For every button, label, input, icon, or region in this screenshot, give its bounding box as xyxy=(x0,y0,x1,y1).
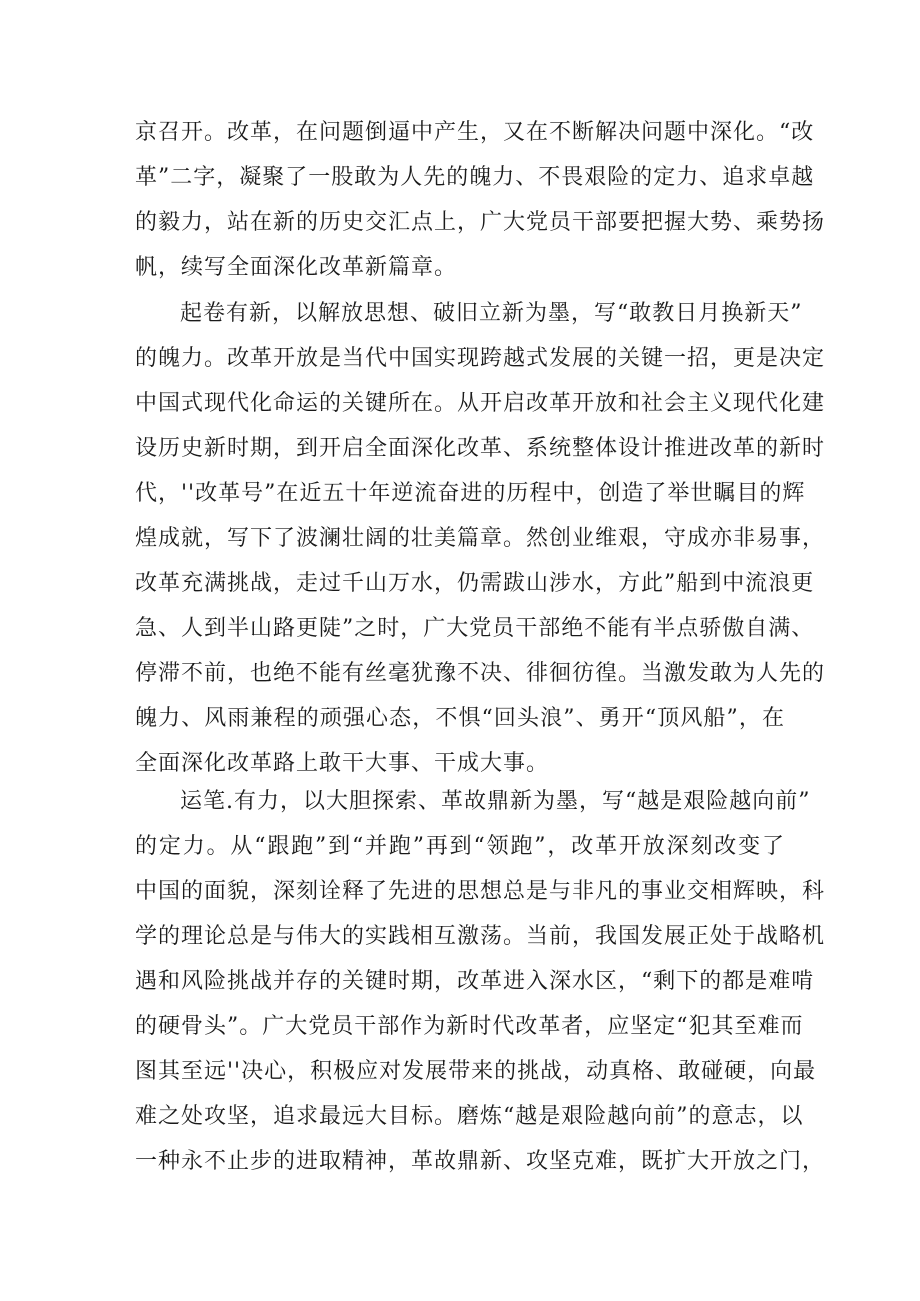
text-line: 全面深化改革路上敢干大事、干成大事。 xyxy=(135,751,550,776)
text-line: 改革充满挑战，走过千山万水，仍需跋山涉水，方此”船到中流浪更 xyxy=(135,571,815,596)
text-line: 代，''改革号”在近五十年逆流奋进的历程中，创造了举世瞩目的辉 xyxy=(135,481,806,506)
paragraph-3 xyxy=(135,779,826,1184)
text-line: 煌成就，写下了波澜壮阔的壮美篇章。然创业维艰，守成亦非易事， xyxy=(135,526,826,551)
text-line: 的魄力。改革开放是当代中国实现跨越式发展的关键一招，更是决定 xyxy=(135,346,826,371)
text-line: 中国的面貌，深刻诠释了先进的思想总是与非凡的事业交相辉映，科 xyxy=(135,879,826,904)
text-line: 京召开。改革，在问题倒逼中产生，又在不断解决问题中深化。“改 xyxy=(135,120,815,145)
text-line: 中国式现代化命运的关键所在。从开启改革开放和社会主义现代化建 xyxy=(135,391,826,416)
text-line: 难之处攻坚，追求最远大目标。磨炼“越是艰险越向前”的意志，以 xyxy=(135,1104,804,1129)
text-line: 的硬骨头”。广大党员干部作为新时代改革者，应坚定“犯其至难而 xyxy=(135,1014,804,1039)
paragraph-1 xyxy=(135,110,826,290)
text-line: 遇和风险挑战并存的关键时期，改革进入深水区，“剩下的都是难啃 xyxy=(135,969,815,994)
text-line: 魄力、风雨兼程的顽强心态，不惧“回头浪”、勇开“顶风船”，在 xyxy=(135,706,785,731)
text-line: 的毅力，站在新的历史交汇点上，广大党员干部要把握大势、乘势扬 xyxy=(135,210,826,235)
text-line: 设历史新时期，到开启全面深化改革、系统整体设计推进改革的新时 xyxy=(135,436,826,461)
text-line: 图其至远''决心，积极应对发展带来的挑战，动真格、敢碰硬，向最 xyxy=(135,1059,817,1084)
text-line: 帆，续写全面深化改革新篇章。 xyxy=(135,255,458,280)
text-line: 起卷有新，以解放思想、破旧立新为墨，写“敢教日月换新天” xyxy=(180,301,803,326)
text-line: 的定力。从“跟跑”到“并跑”再到“领跑”，改革开放深刻改变了 xyxy=(135,834,785,859)
text-line: 停滞不前，也绝不能有丝毫犹豫不决、徘徊彷徨。当激发敢为人先的 xyxy=(135,661,826,686)
text-line: 革”二字，凝聚了一股敢为人先的魄力、不畏艰险的定力、追求卓越 xyxy=(135,165,815,190)
text-line: 运笔.有力，以大胆探索、革故鼎新为墨，写“越是艰险越向前” xyxy=(180,789,811,814)
paragraph-2 xyxy=(135,291,826,786)
text-line: 急、人到半山路更陡”之时，广大党员干部绝不能有半点骄傲自满、 xyxy=(135,616,815,641)
text-line: 一种永不止步的进取精神，革故鼎新、攻坚克难，既扩大开放之门， xyxy=(135,1149,826,1174)
text-line: 学的理论总是与伟大的实践相互激荡。当前，我国发展正处于战略机 xyxy=(135,924,826,949)
